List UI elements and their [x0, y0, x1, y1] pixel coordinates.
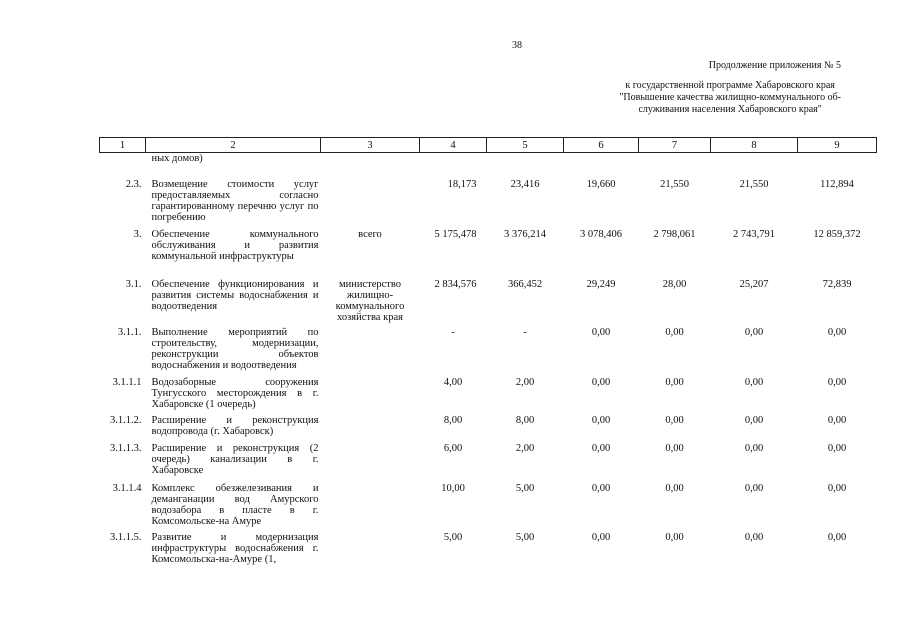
row-number: 3.1.1. — [117, 327, 142, 338]
table-row — [100, 279, 877, 327]
row-value: 28,00 — [662, 279, 687, 290]
row-value: 2,00 — [515, 377, 535, 388]
row-value: 5,00 — [515, 483, 535, 494]
row-number: 2.3. — [125, 179, 142, 190]
row-value: 0,00 — [591, 415, 611, 426]
table-row — [100, 179, 877, 229]
row-executor — [321, 532, 420, 568]
row-number: 3.1.1.4 — [112, 483, 142, 494]
row-value: 21,550 — [739, 179, 769, 190]
row-value: 0,00 — [827, 327, 847, 338]
appendix-reference-line: служивания населения Хабаровского края" — [638, 104, 822, 115]
row-value: 8,00 — [443, 415, 463, 426]
row-executor — [321, 415, 420, 443]
table-row — [100, 229, 877, 279]
row-value: 5 175,478 — [434, 229, 477, 240]
row-value: 5,00 — [443, 532, 463, 543]
row-value: 0,00 — [591, 483, 611, 494]
continuation-text: ных домов) — [151, 153, 203, 164]
row-executor — [321, 443, 420, 483]
row-executor — [321, 483, 420, 532]
row-value: 0,00 — [827, 532, 847, 543]
row-description: Обеспечение функционирования и развития системы водоснабжения и водоотведения — [151, 279, 319, 312]
row-executor — [321, 327, 420, 377]
row-value: 112,894 — [820, 179, 854, 190]
row-number: 3.1.1.1 — [112, 377, 142, 388]
table-header-row — [100, 138, 877, 153]
row-value: 4,00 — [443, 377, 463, 388]
row-value: 0,00 — [591, 327, 611, 338]
appendix-reference-line: "Повышение качества жилищно-коммунального об- — [619, 92, 841, 103]
row-value: 0,00 — [591, 377, 611, 388]
row-value: 0,00 — [744, 532, 764, 543]
row-value: 19,660 — [586, 179, 616, 190]
appendix-reference-line: к государственной программе Хабаровского края — [625, 80, 835, 91]
row-value: - — [523, 327, 527, 338]
row-value: 0,00 — [591, 532, 611, 543]
column-header: 6 — [564, 138, 639, 153]
row-number: 3.1.1.3. — [110, 443, 142, 454]
row-value: 0,00 — [665, 532, 684, 543]
page-number: 38 — [512, 40, 522, 51]
row-value: 5,00 — [515, 532, 535, 543]
row-value: 0,00 — [744, 327, 764, 338]
row-value: 0,00 — [744, 483, 764, 494]
row-value: 0,00 — [744, 443, 764, 454]
row-value: 3 078,406 — [580, 229, 622, 240]
row-executor — [321, 179, 420, 229]
program-table — [99, 137, 877, 568]
column-header: 9 — [798, 138, 877, 153]
row-value: 0,00 — [591, 443, 611, 454]
row-description: Развитие и модернизация инфраструктуры водоснабжения г. Комсомольска-на-Амуре (1, — [151, 532, 319, 565]
table-row — [100, 443, 877, 483]
table-row — [100, 327, 877, 377]
row-executor: министерство жилищно-коммунального хозяйства края — [335, 279, 405, 323]
row-number: 3. — [133, 229, 142, 240]
row-executor — [321, 377, 420, 415]
row-description: Возмещение стоимости услуг предоставляемых согласно гарантированному перечню услуг по погребению — [151, 179, 319, 223]
column-header: 2 — [146, 138, 321, 153]
row-value: 29,249 — [586, 279, 616, 290]
row-value: 25,207 — [739, 279, 769, 290]
row-value: 0,00 — [665, 415, 684, 426]
row-value: 0,00 — [744, 415, 764, 426]
row-value: 0,00 — [827, 443, 847, 454]
row-value: 6,00 — [443, 443, 463, 454]
row-executor: всего — [358, 229, 382, 240]
row-number: 3.1.1.2. — [110, 415, 142, 426]
row-number: 3.1. — [125, 279, 142, 290]
column-header: 7 — [639, 138, 711, 153]
row-value: 0,00 — [827, 415, 847, 426]
appendix-continuation: Продолжение приложения № 5 — [708, 60, 841, 71]
row-number: 3.1.1.5. — [110, 532, 142, 543]
row-description: Комплекс обезжелезивания и деманганации вод Амурского водозабора в пласте в г. Комсомольске-на Амуре — [151, 483, 319, 527]
column-header: 3 — [321, 138, 420, 153]
row-description: Выполнение мероприятий по строительству, модернизации, реконструкции объектов водоснабжения и водоотведения — [151, 327, 319, 371]
table-row-continuation — [100, 153, 877, 180]
row-value: 3 376,214 — [504, 229, 546, 240]
row-value: 10,00 — [441, 483, 465, 494]
row-value: - — [451, 327, 455, 338]
row-value: 21,550 — [660, 179, 689, 190]
row-description: Расширение и реконструкция водопровода (г. Хабаровск) — [151, 415, 319, 437]
row-value: 0,00 — [665, 483, 684, 494]
row-value: 18,173 — [447, 179, 477, 190]
table-row — [100, 415, 877, 443]
row-value: 2 834,576 — [434, 279, 477, 290]
row-value: 0,00 — [744, 377, 764, 388]
row-description: Водозаборные сооружения Тунгусского месторождения в г. Хабаровске (1 очередь) — [151, 377, 319, 410]
appendix-reference — [619, 80, 841, 116]
table-row — [100, 483, 877, 532]
row-description: Обеспечение коммунального обслуживания и развития коммунальной инфраструктуры — [151, 229, 319, 262]
table-row — [100, 532, 877, 568]
table-row — [100, 377, 877, 415]
row-value: 0,00 — [665, 443, 684, 454]
row-value: 0,00 — [827, 483, 847, 494]
row-value: 0,00 — [665, 327, 684, 338]
row-value: 2,00 — [515, 443, 535, 454]
row-value: 8,00 — [515, 415, 535, 426]
row-value: 0,00 — [665, 377, 684, 388]
row-value: 12 859,372 — [813, 229, 861, 240]
row-value: 72,839 — [822, 279, 852, 290]
column-header: 4 — [420, 138, 487, 153]
row-description: Расширение и реконструкция (2 очередь) канализации в г. Хабаровске — [151, 443, 319, 476]
row-value: 366,452 — [507, 279, 543, 290]
column-header: 5 — [487, 138, 564, 153]
row-value: 2 798,061 — [653, 229, 696, 240]
column-header: 1 — [100, 138, 146, 153]
row-value: 0,00 — [827, 377, 847, 388]
column-header: 8 — [711, 138, 798, 153]
row-value: 2 743,791 — [733, 229, 775, 240]
row-value: 23,416 — [510, 179, 540, 190]
